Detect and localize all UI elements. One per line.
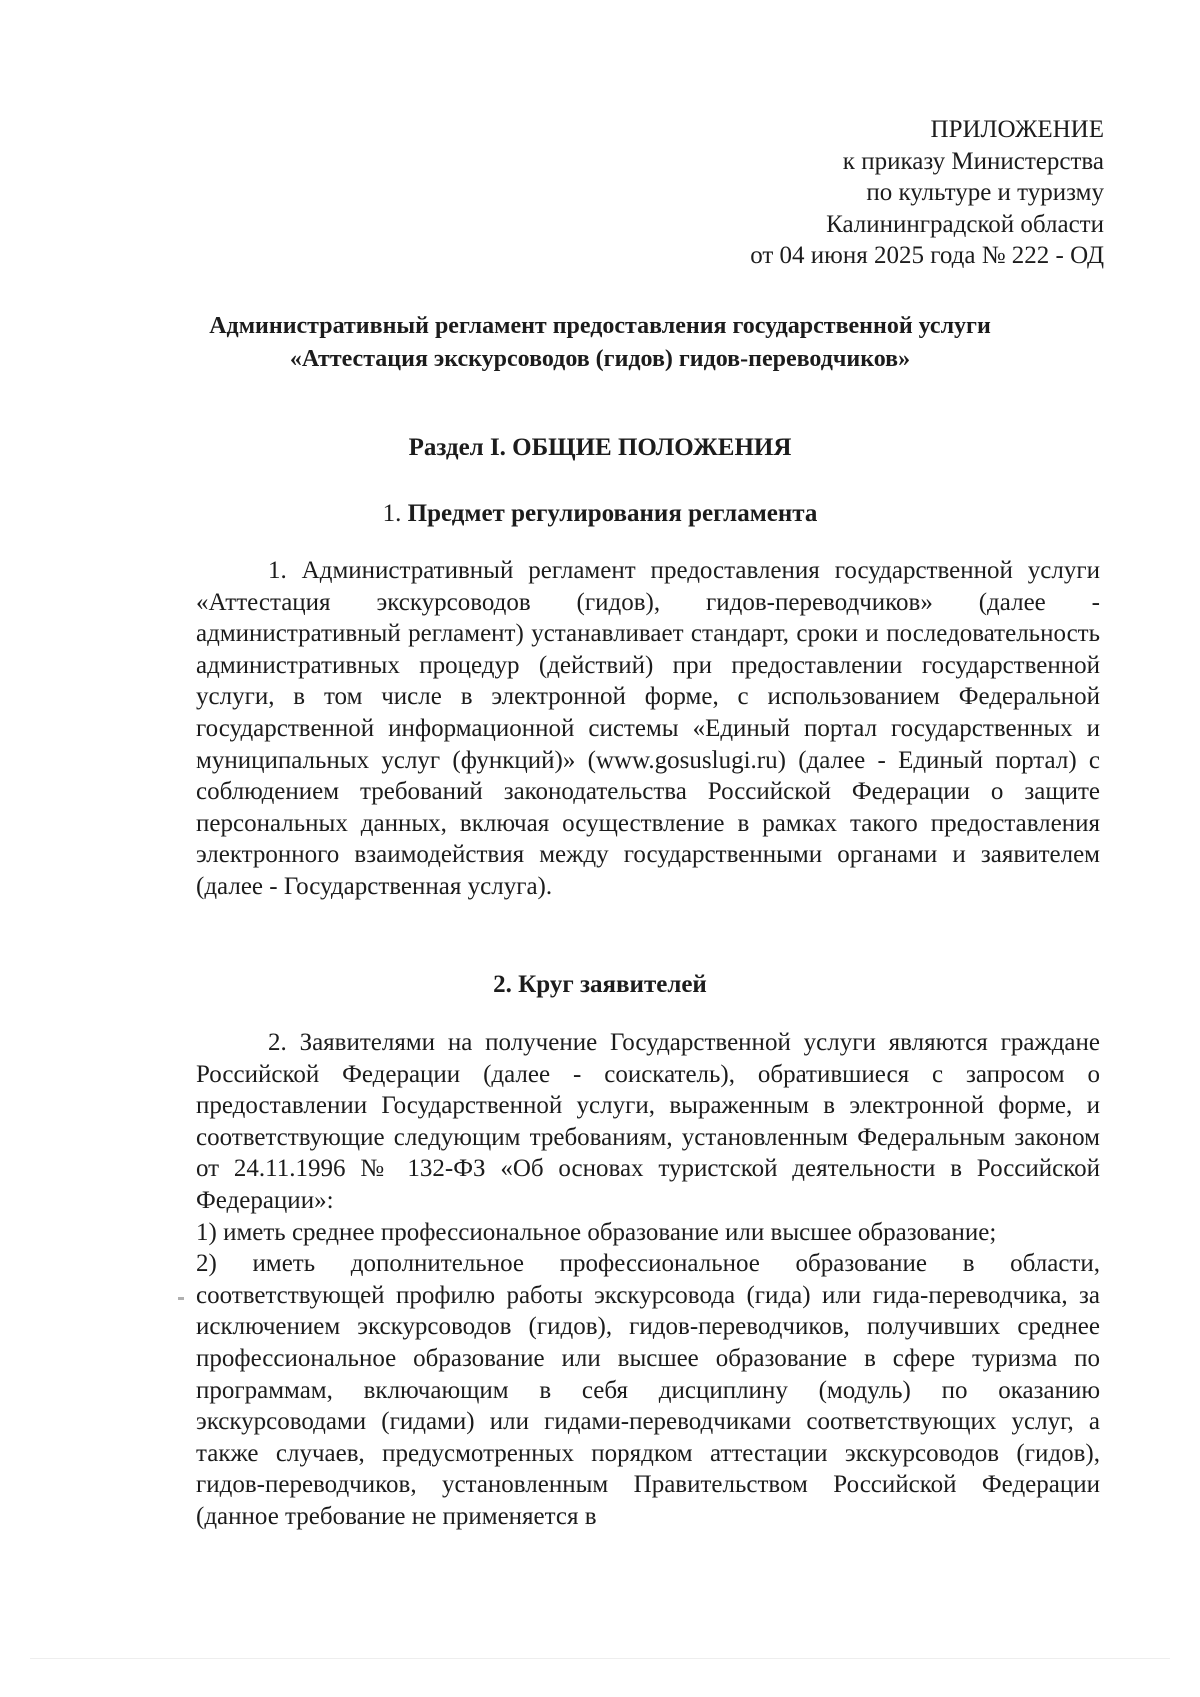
document-title-line-2: «Аттестация экскурсоводов (гидов) гидов-переводчиков» [289,346,911,372]
document-title-line-1: Административный регламент предоставления государственной услуги [209,313,991,339]
subsection-1-body [196,555,1100,903]
requirement-item-2: 2) иметь дополнительное профессиональное образование в области, соответствующей профилю работы экскурсовода (гида) или гида-переводчика, за исключением экскурсоводов (гидов), гидов-переводчиков, получивших среднее профессиональное образование или высшее образование в сфере туризма по программам, включающим в себя дисциплину (модуль) по оказанию экскурсоводами (гидами) или гидами-переводчиками соответствующих услуг, а также случаев, предусмотренных порядком аттестации экскурсоводов (гидов), гидов-переводчиков, установленным Правительством Российской Федерации (данное требование не применяется в [196,1250,1100,1530]
paragraph-1: 1. Административный регламент предоставления государственной услуги «Аттестация экскурсоводов (гидов), гидов-переводчиков» (далее - административный регламент) устанавливает стандарт, сроки и последовательность административных процедур (действий) при предоставлении государственной услуги, в том числе в электронной форме, с использованием Федеральной государственной информационной системы «Единый портал государственных и муниципальных услуг (функций)» (www.gosuslugi.ru) (далее - Единый портал) с соблюдением требований законодательства Российской Федерации о защите персональных данных, включая осуществление в рамках такого предоставления электронного взаимодействия между государственными органами и заявителем (далее - Государственная услуга). [196,557,1100,900]
appendix-order-line: к приказу Министерства [842,147,1104,175]
appendix-label: ПРИЛОЖЕНИЕ [930,116,1104,143]
section-heading: Раздел I. ОБЩИЕ ПОЛОЖЕНИЯ [408,434,792,461]
subsection-1-title: Предмет регулирования регламента [407,500,818,527]
scan-artifact-line [30,1658,1170,1659]
appendix-ministry-line: по культуре и туризму [866,179,1104,206]
requirement-item-1: 1) иметь среднее профессиональное образование или высшее образование; [196,1218,997,1246]
subsection-2-heading [100,969,1100,1001]
paragraph-2: 2. Заявителями на получение Государственной услуги являются граждане Российской Федерации (далее - соискатель), обратившиеся с запросом о предоставлении Государственной услуги, выраженным в электронной форме, и соответствующие следующим требованиям, установленным Федеральным законом от 24.11.1996 № 132-ФЗ «Об основах туристской деятельности в Российской Федерации»: [196,1029,1100,1214]
subsection-1-number: 1. [382,500,402,527]
appendix-date-number: от 04 июня 2025 года № 222 - ОД [750,242,1104,269]
subsection-2-title: 2. Круг заявителей [493,971,707,998]
appendix-block [750,114,1104,272]
scan-artifact-mark [178,1297,184,1300]
subsection-2-body [196,1027,1100,1533]
appendix-region-line: Калининградской области [826,210,1104,238]
subsection-1-heading [100,498,1100,530]
document-title [100,310,1100,376]
